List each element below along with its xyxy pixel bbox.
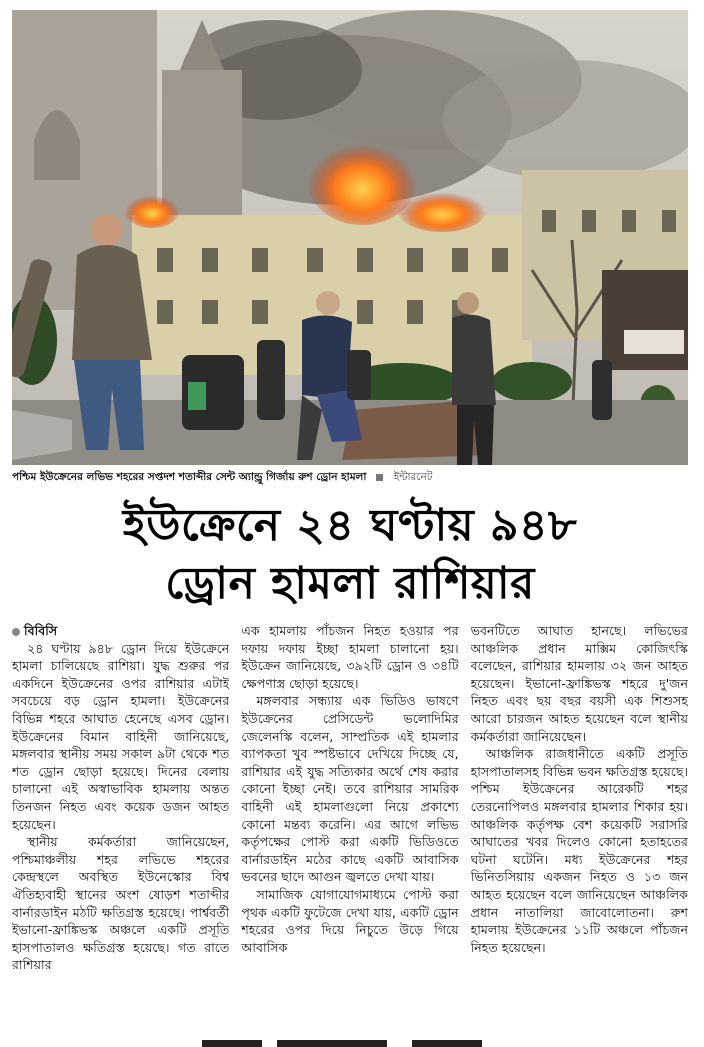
news-photo <box>12 10 688 465</box>
next-headline-fragment <box>12 1036 688 1047</box>
photo-caption <box>12 470 688 488</box>
article-body <box>12 622 688 1034</box>
article-paragraph: এক হামলায় পাঁচজন নিহত হওয়ার পর দফায় দফায় ইচ্ছা হামলা চালানো হয়। ইউক্রেন জানিয়েছে, ৩৯২টি ড্রোন ও ৩৪টি ক্ষেপণাস্ত্র ছোড়া হয়েছে। <box>241 623 459 691</box>
dateline: বিবিসি <box>24 623 58 638</box>
article-paragraph <box>12 622 229 640</box>
article-paragraph: ভবনটিতে আঘাত হানছে। লভিভের আঞ্চলিক প্রধান মাক্সিম কোজিৎস্কি বলেছেন, রাশিয়ার হামলায় ৩২ জন আহত হয়েছেন। ইভানো-ফ্রাঙ্কিভস্ক শহরে দু'জন নিহত এবং ছয় বছর বয়সী এক শিশুসহ আরো চারজন আহত হয়েছেন বলে স্থানীয় কর্মকর্তারা জানিয়েছেন। <box>470 623 688 744</box>
article-paragraph: স্থানীয় কর্মকর্তারা জানিয়েছেন, পশ্চিমাঞ্চলীয় শহর লভিভে শহরের কেন্দ্রস্থলে অবস্থিত ইউনেস্কোর বিশ্ব ঐতিহ্যবাহী স্থানের অংশ ষোড়শ শতাব্দীর বার্নারডাইন মঠটি ক্ষতিগ্রস্ত হয়েছে। পার্শ্ববর্তী ইভানো-ফ্রাঙ্কিভস্ক অঞ্চলে একটি প্রসূতি হাসপাতালও ক্ষতিগ্রস্ত হয়েছে। গত রাতে রাশিয়ার <box>12 834 230 973</box>
cropped-text-fragment <box>277 1040 387 1047</box>
credit-square-icon <box>376 474 383 481</box>
caption-text: পশ্চিম ইউক্রেনের লভিভ শহরের সপ্তদশ শতাব্দীর সেন্ট অ্যান্ড্রু গির্জায় রুশ ড্রোন হামলা <box>12 471 367 483</box>
article-paragraph: আঞ্চলিক রাজধানীতে একটি প্রসূতি হাসপাতালসহ বিভিন্ন ভবন ক্ষতিগ্রস্ত হয়েছে। পশ্চিম ইউক্রেনের আরেকটি শহর তেরনোপিলও মঙ্গলবার হামলার শিকার হয়। আঞ্চলিক কর্তৃপক্ষ বেশ কয়েকটি সরাসরি আঘাতের খবর দিলেও কোনো হতাহতের ঘটনা ঘটেনি। মধ্য ইউক্রেনের শহর ভিনিতসিয়ায় একজন নিহত ও ১৩ জন আহত হয়েছেন বলে জানিয়েছেন আঞ্চলিক প্রধান নাতালিয়া জাবোলোতনা। রুশ হামলায় ইউক্রেনের ১১টি অঞ্চলে পাঁচজন নিহত হয়েছেন। <box>470 746 688 955</box>
headline-line-2: ড্রোন হামলা রাশিয়ার <box>165 558 535 609</box>
burning-building-photo <box>12 10 688 465</box>
article-column-2 <box>241 622 458 1034</box>
dateline-bullet-icon <box>12 628 20 636</box>
article-paragraph: ২৪ ঘণ্টায় ৯৪৮ ড্রোন দিয়ে ইউক্রেনে হামলা চালিয়েছে রাশিয়া। যুদ্ধ শুরুর পর একদিনে ইউক্রেনের ওপর রাশিয়ার এটাই সবচেয়ে বড় ড্রোন হামলা। ইউক্রেনের বিভিন্ন শহরে আঘাত হেনেছে এসব ড্রোন। ইউক্রেনের বিমান বাহিনী জানিয়েছে, মঙ্গলবার স্থানীয় সময় সকাল ৯টা থেকে শত শত ড্রোন ছোড়া হয়েছে। দিনের বেলায় চালানো এই অস্বাভাবিক হামলায় অন্তত তিনজন নিহত এবং কয়েক ডজন আহত হয়েছেন। <box>12 640 230 832</box>
article-column-3 <box>471 622 688 1034</box>
article-paragraph: সামাজিক যোগাযোগমাধ্যমে পোস্ট করা পৃথক একটি ফুটেজে দেখা যায়, একটি ড্রোন শহরের ওপর দিয়ে নিচুতে উড়ে গিয়ে আবাসিক <box>241 886 459 955</box>
article-column-1 <box>12 622 229 1034</box>
headline <box>12 497 688 613</box>
cropped-text-fragment <box>412 1040 482 1047</box>
article-paragraph: মঙ্গলবার সন্ধ্যায় এক ভিডিও ভাষণে ইউক্রেনের প্রেসিডেন্ট ভলোদিমির জেলেনস্কি বলেন, সাম্প্রতিক এই হামলার ব্যাপকতা খুব স্পষ্টভাবে দেখিয়ে দিচ্ছে যে, রাশিয়ার এই যুদ্ধ সত্যিকার অর্থে শেষ করার কোনো ইচ্ছা নেই। তবে রাশিয়ার সামরিক বাহিনী এই হামলাগুলো নিয়ে প্রকাশ্যে কোনো মন্তব্য করেনি। এর আগে লভিভ কর্তৃপক্ষের পোস্ট করা একটি ভিডিওতে বার্নারডাইন মঠের কাছে একটি আবাসিক ভবনের ছাদে আগুন জ্বলতে দেখা যায়। <box>241 693 459 885</box>
photo-credit: ইন্টারনেট <box>393 471 433 483</box>
headline-line-1: ইউক্রেনে ২৪ ঘণ্টায় ৯৪৮ <box>122 500 578 551</box>
cropped-text-fragment <box>202 1040 262 1047</box>
